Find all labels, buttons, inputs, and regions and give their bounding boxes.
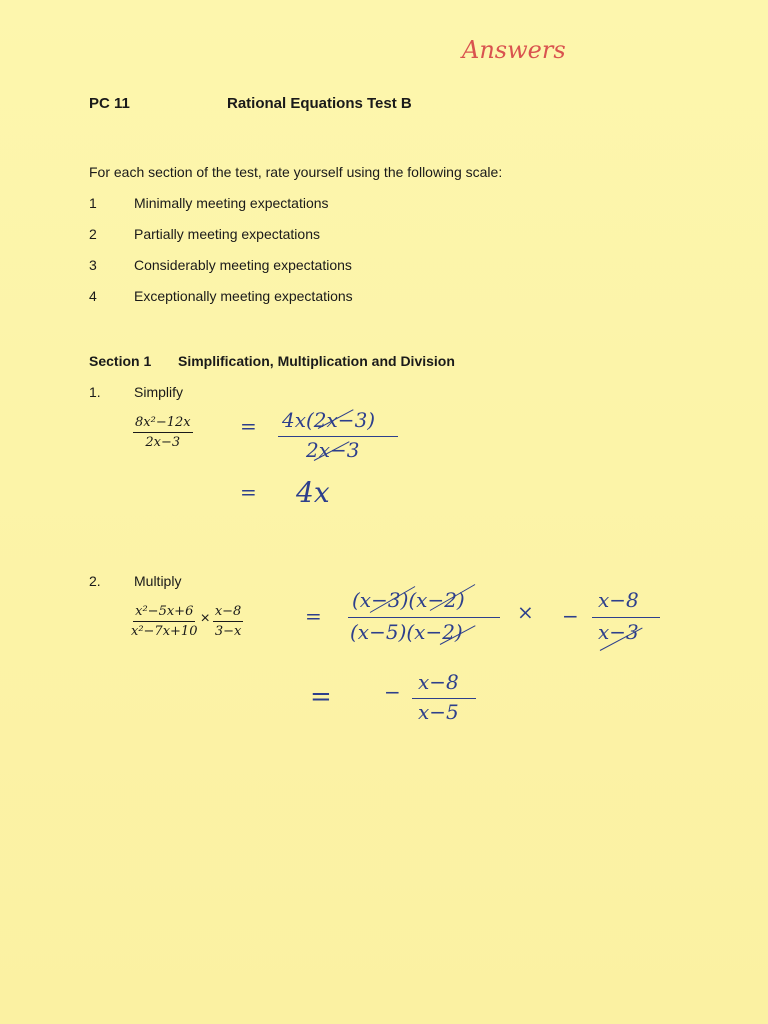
scale-num: 1 bbox=[89, 195, 97, 211]
q1-work-equals-2: = bbox=[240, 480, 257, 504]
q2-result-denominator: x−5 bbox=[418, 700, 459, 724]
q2-work-times: × bbox=[517, 600, 534, 624]
q1-work-numerator: 4x(2x−3) bbox=[282, 408, 376, 432]
q2-times-sign: × bbox=[200, 610, 210, 627]
q2-work-fraction-bar-2 bbox=[592, 617, 660, 618]
q2-work-minus: − bbox=[562, 604, 579, 628]
scale-text: Considerably meeting expectations bbox=[134, 257, 352, 273]
q1-work-denominator: 2x−3 bbox=[306, 438, 360, 462]
q2-work-denominator: (x−5)(x−2) bbox=[350, 620, 463, 644]
q2-work-equals: = bbox=[305, 604, 322, 628]
q1-denominator: 2x−3 bbox=[145, 435, 181, 450]
q2-work-minus-2: − bbox=[384, 680, 401, 704]
q2-f2-numerator: x−8 bbox=[213, 604, 244, 622]
q1-work-result: 4x bbox=[296, 476, 330, 509]
page-title: Rational Equations Test B bbox=[227, 95, 412, 112]
question-1-instruction: Simplify bbox=[134, 384, 184, 400]
q2-f1-denominator: x²−7x+10 bbox=[131, 624, 198, 639]
question-1-number: 1. bbox=[89, 384, 101, 400]
scale-num: 4 bbox=[89, 288, 97, 304]
scale-num: 3 bbox=[89, 257, 97, 273]
answers-annotation: Answers bbox=[462, 36, 566, 64]
scale-text: Partially meeting expectations bbox=[134, 226, 320, 242]
question-2-number: 2. bbox=[89, 573, 101, 589]
q2-work-numerator-2: x−8 bbox=[598, 588, 639, 612]
section-number: Section 1 bbox=[89, 353, 152, 369]
question-2-expression bbox=[131, 604, 243, 639]
q1-work-equals: = bbox=[240, 414, 257, 438]
q2-work-denominator-2: x−3 bbox=[598, 620, 639, 644]
q2-result-fraction-bar bbox=[412, 698, 476, 699]
question-2-instruction: Multiply bbox=[134, 573, 182, 589]
q2-fraction-2 bbox=[213, 604, 244, 639]
q2-f2-denominator: 3−x bbox=[214, 624, 242, 639]
q1-numerator: 8x²−12x bbox=[133, 415, 193, 433]
q1-work-fraction-bar bbox=[278, 436, 398, 437]
q2-fraction-1 bbox=[131, 604, 197, 639]
scale-text: Exceptionally meeting expectations bbox=[134, 288, 353, 304]
scale-num: 2 bbox=[89, 226, 97, 242]
section-title: Simplification, Multiplication and Division bbox=[178, 353, 455, 369]
scale-text: Minimally meeting expectations bbox=[134, 195, 329, 211]
question-1-expression bbox=[133, 415, 193, 450]
course-code: PC 11 bbox=[89, 95, 130, 112]
intro-text: For each section of the test, rate yourself using the following scale: bbox=[89, 164, 503, 180]
q2-work-equals-2: = bbox=[310, 682, 332, 712]
q2-result-numerator: x−8 bbox=[418, 670, 459, 694]
q2-f1-numerator: x²−5x+6 bbox=[133, 604, 195, 622]
q2-work-fraction-bar bbox=[348, 617, 500, 618]
q2-work-numerator: (x−3)(x−2) bbox=[352, 588, 465, 612]
